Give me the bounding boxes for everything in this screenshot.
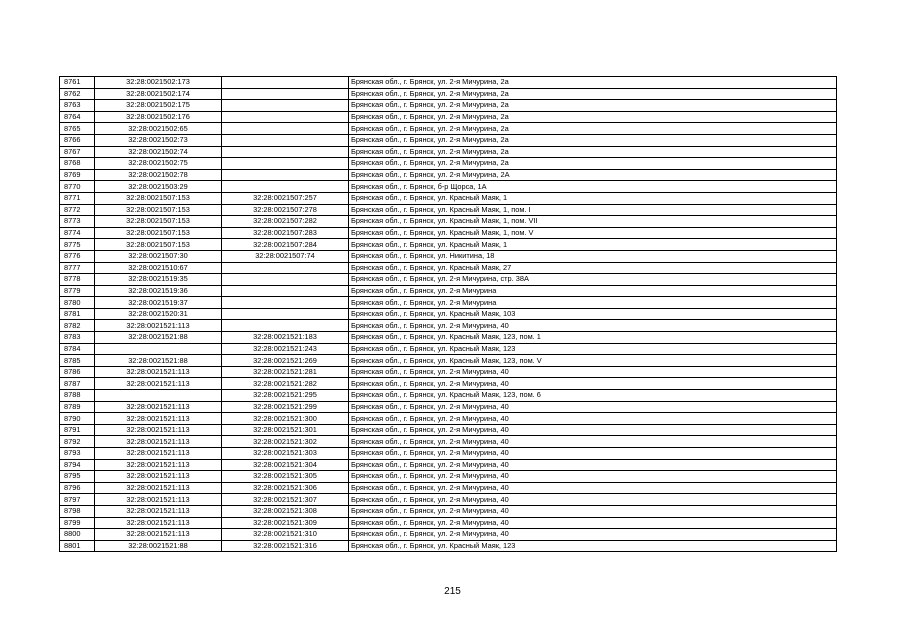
address-cell: Брянская обл., г. Брянск, ул. 2-я Мичурина, 2а <box>349 111 837 123</box>
address-cell: Брянская обл., г. Брянск, ул. 2-я Мичурина, 40 <box>349 366 837 378</box>
object-cadastral-number-cell: 32:28:0021507:278 <box>222 204 349 216</box>
table-row <box>60 308 837 320</box>
row-number-cell: 8779 <box>60 285 95 297</box>
object-cadastral-number-cell: 32:28:0021521:301 <box>222 424 349 436</box>
table-row <box>60 482 837 494</box>
row-number-cell: 8784 <box>60 343 95 355</box>
table-row <box>60 204 837 216</box>
object-cadastral-number-cell <box>222 111 349 123</box>
cadastral-number-cell: 32:28:0021521:113 <box>95 517 222 529</box>
cadastral-number-cell: 32:28:0021507:153 <box>95 192 222 204</box>
table-row <box>60 378 837 390</box>
object-cadastral-number-cell <box>222 123 349 135</box>
row-number-cell: 8773 <box>60 216 95 228</box>
cadastral-number-cell: 32:28:0021521:113 <box>95 482 222 494</box>
row-number-cell: 8786 <box>60 366 95 378</box>
object-cadastral-number-cell <box>222 134 349 146</box>
cadastral-number-cell: 32:28:0021510:67 <box>95 262 222 274</box>
cadastral-number-cell: 32:28:0021502:78 <box>95 169 222 181</box>
address-cell: Брянская обл., г. Брянск, ул. Красный Маяк, 123 <box>349 540 837 552</box>
cadastral-number-cell: 32:28:0021521:113 <box>95 413 222 425</box>
table-row <box>60 320 837 332</box>
object-cadastral-number-cell <box>222 77 349 89</box>
row-number-cell: 8791 <box>60 424 95 436</box>
table-row <box>60 505 837 517</box>
object-cadastral-number-cell: 32:28:0021521:308 <box>222 505 349 517</box>
table-row <box>60 413 837 425</box>
table-row <box>60 250 837 262</box>
address-cell: Брянская обл., г. Брянск, ул. Красный Маяк, 1 <box>349 192 837 204</box>
row-number-cell: 8774 <box>60 227 95 239</box>
object-cadastral-number-cell <box>222 169 349 181</box>
address-cell: Брянская обл., г. Брянск, ул. 2-я Мичурина, 2А <box>349 169 837 181</box>
table-row <box>60 227 837 239</box>
object-cadastral-number-cell: 32:28:0021521:243 <box>222 343 349 355</box>
object-cadastral-number-cell: 32:28:0021507:283 <box>222 227 349 239</box>
address-cell: Брянская обл., г. Брянск, ул. Красный Маяк, 123 <box>349 343 837 355</box>
cadastral-number-cell: 32:28:0021521:113 <box>95 529 222 541</box>
address-cell: Брянская обл., г. Брянск, ул. Никитина, 18 <box>349 250 837 262</box>
row-number-cell: 8794 <box>60 459 95 471</box>
table-row <box>60 192 837 204</box>
table-row <box>60 494 837 506</box>
cadastral-number-cell: 32:28:0021502:175 <box>95 100 222 112</box>
table-row <box>60 274 837 286</box>
table-row <box>60 448 837 460</box>
row-number-cell: 8768 <box>60 158 95 170</box>
cadastral-number-cell: 32:28:0021521:88 <box>95 332 222 344</box>
address-cell: Брянская обл., г. Брянск, ул. 2-я Мичурина, 40 <box>349 482 837 494</box>
cadastral-number-cell: 32:28:0021521:113 <box>95 366 222 378</box>
row-number-cell: 8801 <box>60 540 95 552</box>
row-number-cell: 8787 <box>60 378 95 390</box>
page-number: 215 <box>444 586 461 597</box>
address-cell: Брянская обл., г. Брянск, ул. 2-я Мичурина, 40 <box>349 378 837 390</box>
table-row <box>60 529 837 541</box>
object-cadastral-number-cell: 32:28:0021521:295 <box>222 390 349 402</box>
row-number-cell: 8761 <box>60 77 95 89</box>
cadastral-number-cell: 32:28:0021521:113 <box>95 448 222 460</box>
row-number-cell: 8788 <box>60 390 95 402</box>
row-number-cell: 8782 <box>60 320 95 332</box>
registry-table <box>59 76 837 552</box>
cadastral-number-cell: 32:28:0021507:30 <box>95 250 222 262</box>
cadastral-number-cell: 32:28:0021521:88 <box>95 540 222 552</box>
table-row <box>60 517 837 529</box>
row-number-cell: 8765 <box>60 123 95 135</box>
address-cell: Брянская обл., г. Брянск, ул. 2-я Мичурина, 2а <box>349 158 837 170</box>
row-number-cell: 8778 <box>60 274 95 286</box>
row-number-cell: 8795 <box>60 471 95 483</box>
address-cell: Брянская обл., г. Брянск, ул. Красный Маяк, 123, пом. V <box>349 355 837 367</box>
object-cadastral-number-cell <box>222 297 349 309</box>
address-cell: Брянская обл., г. Брянск, ул. 2-я Мичурина, 40 <box>349 401 837 413</box>
table-row <box>60 111 837 123</box>
row-number-cell: 8799 <box>60 517 95 529</box>
address-cell: Брянская обл., г. Брянск, ул. 2-я Мичурина, 40 <box>349 448 837 460</box>
object-cadastral-number-cell: 32:28:0021521:304 <box>222 459 349 471</box>
cadastral-number-cell: 32:28:0021502:174 <box>95 88 222 100</box>
object-cadastral-number-cell: 32:28:0021521:299 <box>222 401 349 413</box>
address-cell: Брянская обл., г. Брянск, ул. 2-я Мичурина, 2а <box>349 88 837 100</box>
cadastral-number-cell: 32:28:0021507:153 <box>95 227 222 239</box>
row-number-cell: 8771 <box>60 192 95 204</box>
row-number-cell: 8785 <box>60 355 95 367</box>
object-cadastral-number-cell: 32:28:0021521:300 <box>222 413 349 425</box>
row-number-cell: 8789 <box>60 401 95 413</box>
object-cadastral-number-cell: 32:28:0021507:74 <box>222 250 349 262</box>
row-number-cell: 8772 <box>60 204 95 216</box>
address-cell: Брянская обл., г. Брянск, ул. Красный Маяк, 1, пом. VII <box>349 216 837 228</box>
table-row <box>60 471 837 483</box>
address-cell: Брянская обл., г. Брянск, ул. 2-я Мичурина <box>349 297 837 309</box>
cadastral-number-cell: 32:28:0021521:113 <box>95 401 222 413</box>
row-number-cell: 8790 <box>60 413 95 425</box>
object-cadastral-number-cell: 32:28:0021521:307 <box>222 494 349 506</box>
address-cell: Брянская обл., г. Брянск, ул. 2-я Мичурина, 40 <box>349 505 837 517</box>
cadastral-number-cell: 32:28:0021502:173 <box>95 77 222 89</box>
table-row <box>60 540 837 552</box>
row-number-cell: 8783 <box>60 332 95 344</box>
cadastral-number-cell: 32:28:0021521:113 <box>95 424 222 436</box>
address-cell: Брянская обл., г. Брянск, ул. 2-я Мичурина, 40 <box>349 517 837 529</box>
table-row <box>60 297 837 309</box>
table-row <box>60 158 837 170</box>
cadastral-number-cell: 32:28:0021521:88 <box>95 355 222 367</box>
object-cadastral-number-cell: 32:28:0021521:316 <box>222 540 349 552</box>
object-cadastral-number-cell: 32:28:0021507:284 <box>222 239 349 251</box>
object-cadastral-number-cell <box>222 274 349 286</box>
table-row <box>60 216 837 228</box>
cadastral-number-cell: 32:28:0021521:113 <box>95 471 222 483</box>
object-cadastral-number-cell: 32:28:0021521:183 <box>222 332 349 344</box>
row-number-cell: 8764 <box>60 111 95 123</box>
object-cadastral-number-cell <box>222 262 349 274</box>
object-cadastral-number-cell: 32:28:0021521:269 <box>222 355 349 367</box>
table-row <box>60 285 837 297</box>
row-number-cell: 8798 <box>60 505 95 517</box>
cadastral-number-cell: 32:28:0021502:74 <box>95 146 222 158</box>
object-cadastral-number-cell <box>222 88 349 100</box>
table-row <box>60 436 837 448</box>
object-cadastral-number-cell: 32:28:0021521:310 <box>222 529 349 541</box>
row-number-cell: 8762 <box>60 88 95 100</box>
row-number-cell: 8792 <box>60 436 95 448</box>
address-cell: Брянская обл., г. Брянск, ул. 2-я Мичурина, 40 <box>349 320 837 332</box>
table-row <box>60 366 837 378</box>
table-row <box>60 88 837 100</box>
object-cadastral-number-cell <box>222 146 349 158</box>
row-number-cell: 8796 <box>60 482 95 494</box>
cadastral-number-cell: 32:28:0021519:36 <box>95 285 222 297</box>
row-number-cell: 8797 <box>60 494 95 506</box>
cadastral-number-cell: 32:28:0021521:113 <box>95 459 222 471</box>
address-cell: Брянская обл., г. Брянск, ул. Красный Маяк, 123, пом. 1 <box>349 332 837 344</box>
row-number-cell: 8766 <box>60 134 95 146</box>
address-cell: Брянская обл., г. Брянск, ул. 2-я Мичурина, 40 <box>349 424 837 436</box>
cadastral-number-cell: 32:28:0021502:176 <box>95 111 222 123</box>
address-cell: Брянская обл., г. Брянск, ул. Красный Маяк, 1, пом. V <box>349 227 837 239</box>
row-number-cell: 8770 <box>60 181 95 193</box>
table-row <box>60 390 837 402</box>
address-cell: Брянская обл., г. Брянск, ул. 2-я Мичурина, 2а <box>349 134 837 146</box>
object-cadastral-number-cell: 32:28:0021521:281 <box>222 366 349 378</box>
address-cell: Брянская обл., г. Брянск, ул. Красный Маяк, 1, пом. I <box>349 204 837 216</box>
address-cell: Брянская обл., г. Брянск, ул. 2-я Мичурина, стр. 38А <box>349 274 837 286</box>
object-cadastral-number-cell <box>222 285 349 297</box>
address-cell: Брянская обл., г. Брянск, ул. Красный Маяк, 1 <box>349 239 837 251</box>
table-row <box>60 77 837 89</box>
cadastral-number-cell: 32:28:0021507:153 <box>95 239 222 251</box>
table-row <box>60 146 837 158</box>
row-number-cell: 8775 <box>60 239 95 251</box>
address-cell: Брянская обл., г. Брянск, б-р Щорса, 1А <box>349 181 837 193</box>
cadastral-number-cell: 32:28:0021521:113 <box>95 378 222 390</box>
table-row <box>60 401 837 413</box>
address-cell: Брянская обл., г. Брянск, ул. 2-я Мичурина, 40 <box>349 529 837 541</box>
object-cadastral-number-cell <box>222 308 349 320</box>
object-cadastral-number-cell: 32:28:0021521:305 <box>222 471 349 483</box>
object-cadastral-number-cell <box>222 100 349 112</box>
object-cadastral-number-cell: 32:28:0021521:303 <box>222 448 349 460</box>
address-cell: Брянская обл., г. Брянск, ул. Красный Маяк, 27 <box>349 262 837 274</box>
object-cadastral-number-cell: 32:28:0021507:282 <box>222 216 349 228</box>
cadastral-number-cell: 32:28:0021519:35 <box>95 274 222 286</box>
address-cell: Брянская обл., г. Брянск, ул. Красный Маяк, 123, пом. 6 <box>349 390 837 402</box>
table-row <box>60 262 837 274</box>
table-row <box>60 355 837 367</box>
row-number-cell: 8763 <box>60 100 95 112</box>
cadastral-number-cell: 32:28:0021507:153 <box>95 204 222 216</box>
table-row <box>60 123 837 135</box>
address-cell: Брянская обл., г. Брянск, ул. 2-я Мичурина, 2а <box>349 146 837 158</box>
table-row <box>60 100 837 112</box>
object-cadastral-number-cell: 32:28:0021521:309 <box>222 517 349 529</box>
cadastral-number-cell: 32:28:0021502:73 <box>95 134 222 146</box>
cadastral-number-cell: 32:28:0021502:75 <box>95 158 222 170</box>
object-cadastral-number-cell: 32:28:0021507:257 <box>222 192 349 204</box>
cadastral-number-cell: 32:28:0021521:113 <box>95 320 222 332</box>
address-cell: Брянская обл., г. Брянск, ул. 2-я Мичурина, 40 <box>349 494 837 506</box>
address-cell: Брянская обл., г. Брянск, ул. Красный Маяк, 103 <box>349 308 837 320</box>
table-row <box>60 239 837 251</box>
object-cadastral-number-cell: 32:28:0021521:282 <box>222 378 349 390</box>
cadastral-number-cell: 32:28:0021502:65 <box>95 123 222 135</box>
row-number-cell: 8776 <box>60 250 95 262</box>
address-cell: Брянская обл., г. Брянск, ул. 2-я Мичурина, 2а <box>349 123 837 135</box>
registry-table-body <box>60 77 837 552</box>
table-row <box>60 343 837 355</box>
address-cell: Брянская обл., г. Брянск, ул. 2-я Мичурина, 40 <box>349 413 837 425</box>
object-cadastral-number-cell <box>222 320 349 332</box>
cadastral-number-cell <box>95 343 222 355</box>
address-cell: Брянская обл., г. Брянск, ул. 2-я Мичурина, 40 <box>349 471 837 483</box>
object-cadastral-number-cell: 32:28:0021521:302 <box>222 436 349 448</box>
cadastral-number-cell: 32:28:0021519:37 <box>95 297 222 309</box>
address-cell: Брянская обл., г. Брянск, ул. 2-я Мичурина, 2а <box>349 77 837 89</box>
address-cell: Брянская обл., г. Брянск, ул. 2-я Мичурина, 2а <box>349 100 837 112</box>
row-number-cell: 8800 <box>60 529 95 541</box>
row-number-cell: 8769 <box>60 169 95 181</box>
table-row <box>60 169 837 181</box>
object-cadastral-number-cell <box>222 181 349 193</box>
cadastral-number-cell: 32:28:0021521:113 <box>95 436 222 448</box>
row-number-cell: 8781 <box>60 308 95 320</box>
cadastral-number-cell: 32:28:0021521:113 <box>95 494 222 506</box>
cadastral-number-cell: 32:28:0021503:29 <box>95 181 222 193</box>
address-cell: Брянская обл., г. Брянск, ул. 2-я Мичурина, 40 <box>349 436 837 448</box>
object-cadastral-number-cell: 32:28:0021521:306 <box>222 482 349 494</box>
table-row <box>60 424 837 436</box>
table-row <box>60 134 837 146</box>
cadastral-number-cell: 32:28:0021520:31 <box>95 308 222 320</box>
table-row <box>60 332 837 344</box>
object-cadastral-number-cell <box>222 158 349 170</box>
cadastral-number-cell <box>95 390 222 402</box>
cadastral-number-cell: 32:28:0021507:153 <box>95 216 222 228</box>
table-row <box>60 181 837 193</box>
table-row <box>60 459 837 471</box>
row-number-cell: 8777 <box>60 262 95 274</box>
row-number-cell: 8767 <box>60 146 95 158</box>
address-cell: Брянская обл., г. Брянск, ул. 2-я Мичурина, 40 <box>349 459 837 471</box>
cadastral-number-cell: 32:28:0021521:113 <box>95 505 222 517</box>
address-cell: Брянская обл., г. Брянск, ул. 2-я Мичурина <box>349 285 837 297</box>
row-number-cell: 8780 <box>60 297 95 309</box>
row-number-cell: 8793 <box>60 448 95 460</box>
